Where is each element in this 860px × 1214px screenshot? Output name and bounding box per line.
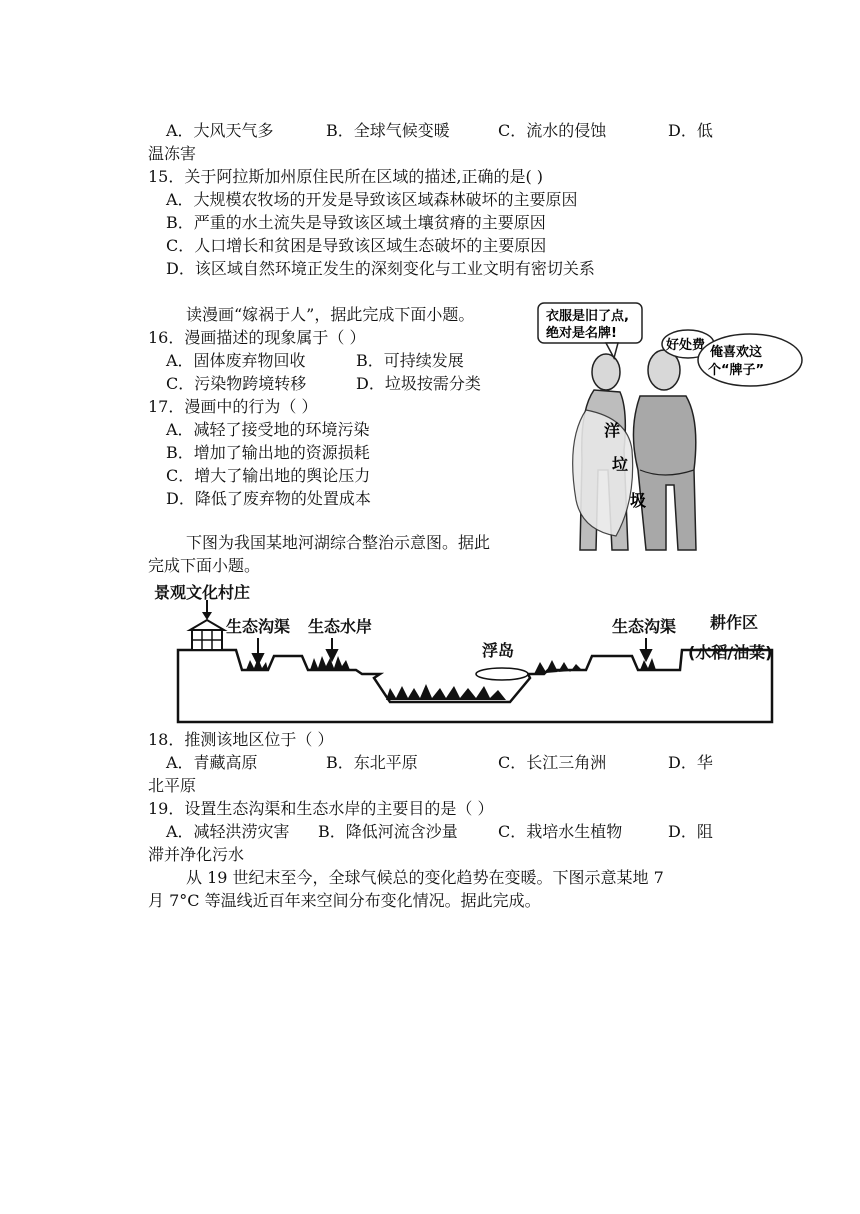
q18-option-d: D．华 [668,753,713,772]
river-lake-diagram [150,578,800,726]
q16-option-d: D．垃圾按需分类 [356,374,481,393]
q19-option-a: A．减轻洪涝灾害 [166,822,290,841]
cartoon-vertical-char-1: 洋 [604,421,621,440]
climate-intro-line1: 从 19 世纪末至今，全球气候总的变化趋势在变暖。下图示意某地 7 [186,868,664,887]
q19-option-d-wrap: 滞并净化污水 [148,845,245,864]
bubble1-line1: 衣服是旧了点, [546,309,629,324]
diagram-intro-line2: 完成下面小题。 [148,556,261,575]
q14-option-c: C．流水的侵蚀 [498,121,607,140]
q15-option-d: D．该区域自然环境正发生的深刻变化与工业文明有密切关系 [166,259,595,278]
q17-option-b: B．增加了输出地的资源损耗 [166,443,370,462]
q18-option-a: A．青藏高原 [166,753,258,772]
speech-bubble-3 [696,330,806,390]
q17-option-c: C．增大了输出地的舆论压力 [166,466,371,485]
q17-option-a: A．减轻了接受地的环境污染 [166,420,370,439]
q19-option-c: C．栽培水生植物 [498,822,623,841]
label-ditch-left: 生态沟渠 [226,617,291,636]
q19-option-b: B．降低河流含沙量 [318,822,458,841]
q18-option-c: C．长江三角洲 [498,753,607,772]
bubble2-text: 好处费 [666,338,706,353]
village-building [190,600,224,650]
q18-option-d-wrap: 北平原 [148,776,197,795]
q14-option-d: D．低 [668,121,713,140]
floating-island [476,668,528,680]
q15-option-c: C．人口增长和贫困是导致该区域生态破坏的主要原因 [166,236,547,255]
q17-stem: 17．漫画中的行为（ ） [148,397,318,416]
bubble3-line1: 俺喜欢这 [710,345,763,360]
q15-option-a: A．大规模农牧场的开发是导致该区域森林破坏的主要原因 [166,190,578,209]
q15-stem: 15．关于阿拉斯加州原住民所在区域的描述,正确的是( ) [148,167,544,186]
q18-option-b: B．东北平原 [326,753,418,772]
q16-stem: 16．漫画描述的现象属于（ ） [148,328,366,347]
bubble3-line2: 个“牌子” [708,363,765,378]
label-farm: 耕作区 [710,613,759,632]
label-farm-sub: (水稻/油菜) [688,643,773,662]
label-island: 浮岛 [482,641,515,660]
cartoon-intro: 读漫画“嫁祸于人”，据此完成下面小题。 [186,305,475,324]
bubble1-line2: 绝对是名牌! [546,326,617,341]
terrain-profile [178,650,772,722]
cartoon-vertical-char-2: 垃 [612,455,629,474]
q16-option-c: C．污染物跨境转移 [166,374,307,393]
q14-option-b: B．全球气候变暖 [326,121,450,140]
q19-stem: 19．设置生态沟渠和生态水岸的主要目的是（ ） [148,799,494,818]
label-village: 景观文化村庄 [154,583,251,602]
diagram-intro-line1: 下图为我国某地河湖综合整治示意图。据此 [186,533,491,552]
cartoon-illustration [536,300,706,558]
label-ditch-right: 生态沟渠 [612,617,677,636]
q14-option-d-wrap: 温冻害 [148,144,197,163]
q17-option-d: D．降低了废弃物的处置成本 [166,489,371,508]
q16-option-b: B．可持续发展 [356,351,464,370]
label-bank: 生态水岸 [308,617,373,636]
q18-stem: 18．推测该地区位于（ ） [148,730,334,749]
q14-option-a: A．大风天气多 [166,121,274,140]
cartoon-vertical-char-3: 圾 [630,491,647,510]
q16-option-a: A．固体废弃物回收 [166,351,306,370]
q15-option-b: B．严重的水土流失是导致该区域土壤贫瘠的主要原因 [166,213,546,232]
q19-option-d: D．阻 [668,822,713,841]
climate-intro-line2: 月 7°C 等温线近百年来空间分布变化情况。据此完成。 [148,891,541,910]
